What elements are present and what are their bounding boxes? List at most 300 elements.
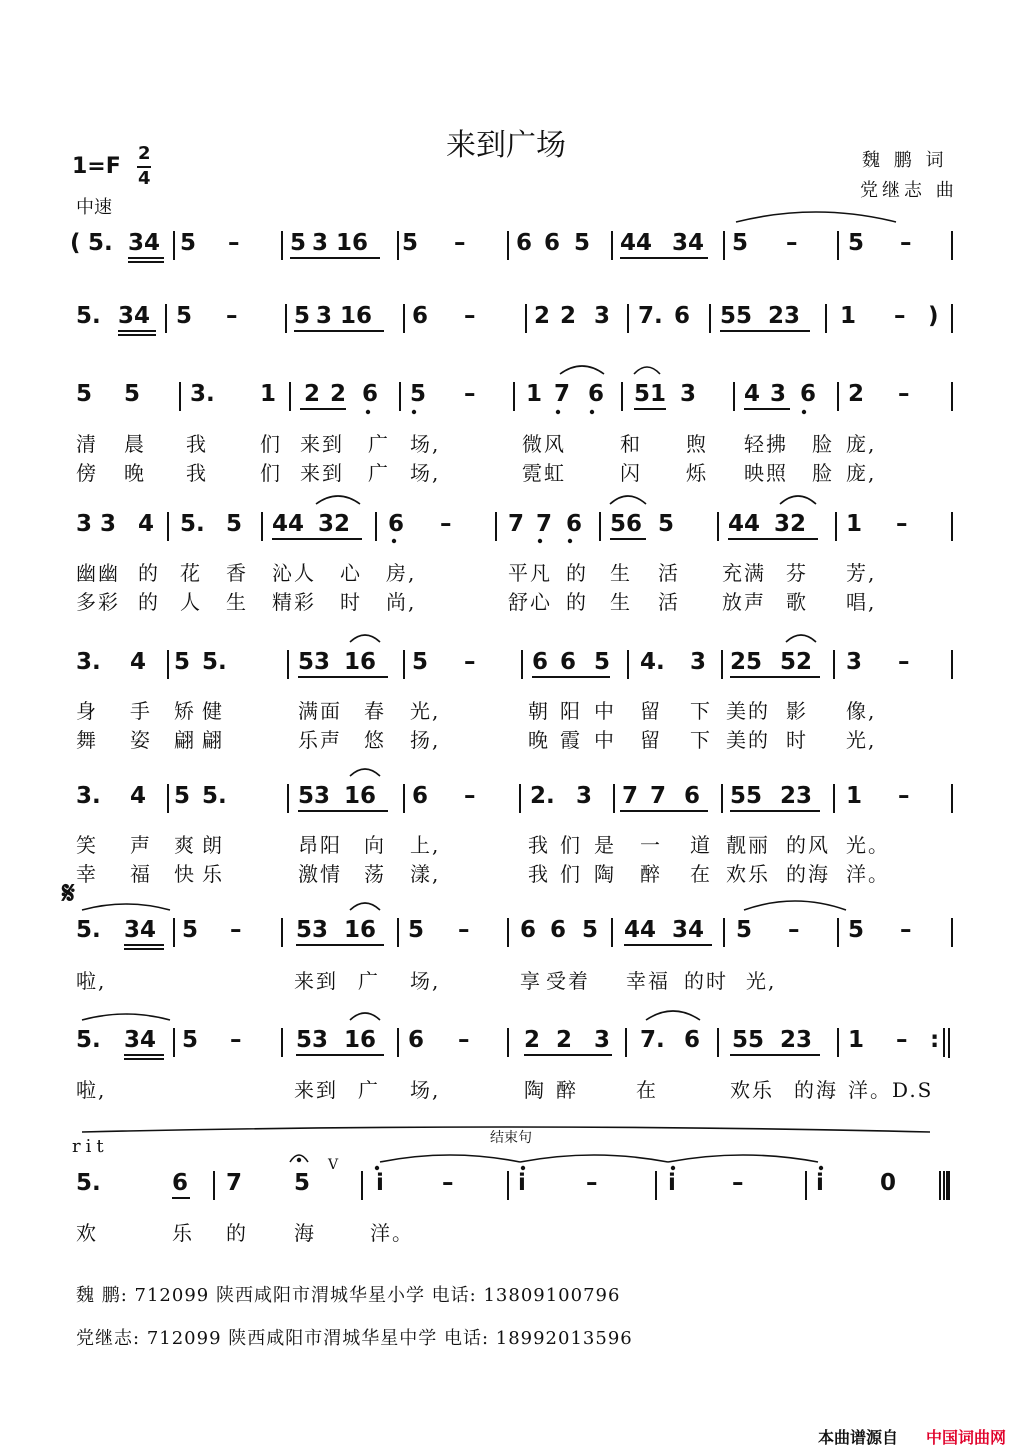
lyric-syllable: 昂阳 [298, 833, 342, 857]
note: 5 [658, 511, 675, 537]
note: 3 [770, 381, 787, 407]
lyric-syllable: 精彩 [272, 590, 316, 614]
note: 16 [336, 230, 369, 256]
lyric-syllable: 乐 [172, 1221, 194, 1245]
lyric-syllable: 们 [260, 432, 282, 456]
lyric-syllable: 们 [260, 461, 282, 485]
note: 3 [312, 230, 329, 256]
footer-site-link[interactable]: 中国词曲网 [926, 1428, 1007, 1447]
note: 23 [780, 1027, 813, 1053]
lyric-syllable: 扬, [410, 728, 441, 752]
note: 51 [634, 381, 667, 407]
segno-sign: 𝄋 [62, 876, 75, 911]
note: 6 [550, 917, 567, 943]
note: 5. [76, 303, 101, 329]
lyric-syllable: 激情 [298, 862, 342, 886]
note: 5 [412, 649, 429, 675]
note: 5 [574, 230, 591, 256]
slur [350, 635, 380, 642]
note: 5. [76, 917, 101, 943]
lyric-syllable: 时 [786, 728, 808, 752]
note: 3. [190, 381, 215, 407]
lyric-syllable: 多彩 [76, 590, 120, 614]
note: ( [70, 230, 81, 256]
lyric-syllable: 醉 [640, 862, 662, 886]
note: – [896, 511, 908, 537]
lyric-syllable: 时 [340, 590, 362, 614]
note: 3 [76, 511, 93, 537]
time-signature-bottom: 4 [138, 168, 151, 189]
lyric-syllable: 翩 [202, 728, 224, 752]
lyric-syllable: 广 [358, 969, 380, 993]
note: 6 [684, 1027, 701, 1053]
contact-name: 魏 鹏: [76, 1285, 128, 1306]
lyric-syllable: 们 [560, 833, 582, 857]
lyric-syllable: 在 [690, 862, 712, 886]
lyric-syllable: 健 [202, 699, 224, 723]
note: 5. [202, 783, 227, 809]
lyric-syllable: 啦, [76, 1078, 107, 1102]
lyric-syllable: 充满 [722, 561, 766, 585]
low-octave-dot [392, 539, 396, 543]
note: 6 [412, 783, 429, 809]
note: 5 [402, 230, 419, 256]
lyric-syllable: 朝 [528, 699, 550, 723]
lyric-syllable: 欢乐 [730, 1078, 774, 1102]
lyric-syllable: 笑 [76, 833, 98, 857]
note: 2 [330, 381, 347, 407]
lyric-syllable: 舒心 [508, 590, 552, 614]
slur [380, 1155, 520, 1162]
note: 6 [412, 303, 429, 329]
note: 5 [124, 381, 141, 407]
lyric-syllable: 幽幽 [76, 561, 120, 585]
note: – [226, 303, 238, 329]
note: 6 [516, 230, 533, 256]
lyric-syllable: 留 [640, 699, 662, 723]
lyric-syllable: 的 [138, 561, 160, 585]
note: 16 [344, 917, 377, 943]
note: 4 [138, 511, 155, 537]
note: – [464, 303, 476, 329]
lyric-syllable: 在 [636, 1078, 658, 1102]
note: 34 [124, 917, 157, 943]
low-octave-dot [556, 410, 560, 414]
lyric-syllable: 平凡 [508, 561, 552, 585]
lyric-syllable: 光, [846, 728, 877, 752]
slur [786, 635, 816, 642]
lyric-syllable: 上, [410, 833, 441, 857]
note: 2 [304, 381, 321, 407]
note: 7. [640, 1027, 665, 1053]
note: 34 [128, 230, 161, 256]
lyric-syllable: 尚, [386, 590, 417, 614]
note: 1 [260, 381, 277, 407]
slur [780, 496, 816, 504]
lyric-syllable: 晚 [528, 728, 550, 752]
contact-name: 党继志: [76, 1328, 141, 1349]
note: 2 [560, 303, 577, 329]
note: 53 [298, 649, 331, 675]
note: 52 [780, 649, 813, 675]
lyric-syllable: 矫 [174, 699, 196, 723]
lyric-syllable: 庞, [846, 461, 877, 485]
note: 3 [576, 783, 593, 809]
note: 6 [588, 381, 605, 407]
lyric-syllable: 洋。 [370, 1221, 414, 1245]
lyric-syllable: 和 [620, 432, 642, 456]
lyric-syllable: 的 [138, 590, 160, 614]
lyric-syllable: 荡 [364, 862, 386, 886]
note: 1 [848, 1027, 865, 1053]
lyric-syllable: 歌 [786, 590, 808, 614]
note: 16 [344, 783, 377, 809]
lyric-syllable: 光, [746, 969, 777, 993]
lyric-syllable: 中 [594, 699, 616, 723]
lyric-syllable: 是 [594, 833, 616, 857]
note: 44 [624, 917, 657, 943]
lyric-syllable: 场, [410, 461, 441, 485]
lyric-syllable: 一 [640, 833, 662, 857]
lyric-syllable: 乐 [202, 862, 224, 886]
lyric-syllable: 留 [640, 728, 662, 752]
lyric-syllable: 漾, [410, 862, 441, 886]
note: 5 [290, 230, 307, 256]
low-octave-dot [366, 410, 370, 414]
note: 2 [534, 303, 551, 329]
note: i [668, 1170, 676, 1196]
lyric-syllable: 满面 [298, 699, 342, 723]
lyric-syllable: 我 [186, 432, 208, 456]
lyric-syllable: 晨 [124, 432, 146, 456]
note: 5 [594, 649, 611, 675]
note: 6 [408, 1027, 425, 1053]
lyric-syllable: 海 [294, 1221, 316, 1245]
lyric-syllable: 爽 [174, 833, 196, 857]
lyric-syllable: 我 [528, 833, 550, 857]
lyric-syllable: 霓虹 [522, 461, 566, 485]
low-octave-dot [568, 539, 572, 543]
note: 44 [620, 230, 653, 256]
note: 7 [226, 1170, 243, 1196]
lyric-syllable: 幸 [76, 862, 98, 886]
lyric-syllable: 朗 [202, 833, 224, 857]
high-octave-dot [819, 1166, 823, 1170]
note: 5 [736, 917, 753, 943]
lyric-syllable: 的风 [786, 833, 830, 857]
low-octave-dot [590, 410, 594, 414]
note: 23 [768, 303, 801, 329]
lyric-syllable: 晚 [124, 461, 146, 485]
note: 56 [610, 511, 643, 537]
note: 2 [524, 1027, 541, 1053]
lyric-syllable: 活 [658, 561, 680, 585]
lyric-syllable: 醉 [556, 1078, 578, 1102]
note: 5. [76, 1170, 101, 1196]
lyric-syllable: 美的 [726, 699, 770, 723]
note: – [230, 1027, 242, 1053]
lyric-syllable: 房, [386, 561, 417, 585]
lyric-syllable: 的海 [786, 862, 830, 886]
note: 16 [340, 303, 373, 329]
lyric-syllable: 靓丽 [726, 833, 770, 857]
note: 53 [296, 917, 329, 943]
note: – [458, 1027, 470, 1053]
lyric-syllable: 美的 [726, 728, 770, 752]
lyric-syllable: 广 [358, 1078, 380, 1102]
note: 5 [182, 1027, 199, 1053]
slur [316, 496, 360, 504]
tie [736, 212, 896, 222]
note: 16 [344, 1027, 377, 1053]
lyric-syllable: 的时 [684, 969, 728, 993]
lyric-syllable: 舞 [76, 728, 98, 752]
note: ) [928, 303, 939, 329]
footer-source-label: 本曲谱源自 [818, 1428, 899, 1447]
lyric-syllable: 洋。 [846, 862, 890, 886]
note: 5 [410, 381, 427, 407]
low-octave-dot [802, 410, 806, 414]
note: i [518, 1170, 526, 1196]
note: – [464, 381, 476, 407]
lyric-syllable: 手 [130, 699, 152, 723]
lyric-syllable: 的海 [794, 1078, 838, 1102]
lyric-syllable: 沁人 [272, 561, 316, 585]
contact-details: 712099 陕西咸阳市渭城华星小学 电话: 13809100796 [134, 1285, 621, 1306]
note: 4 [130, 649, 147, 675]
low-octave-dot [538, 539, 542, 543]
lyric-syllable: 花 [180, 561, 202, 585]
lyric-syllable: 身 [76, 699, 98, 723]
note: – [230, 917, 242, 943]
note: 23 [780, 783, 813, 809]
lyric-syllable: 来到 [294, 969, 338, 993]
slur [350, 769, 380, 776]
note: 6 [520, 917, 537, 943]
note: 44 [728, 511, 761, 537]
lyric-syllable: 们 [560, 862, 582, 886]
lyric-syllable: 来到 [300, 432, 344, 456]
slur [350, 1013, 380, 1020]
note: 5 [182, 917, 199, 943]
note: 34 [672, 230, 705, 256]
slur [610, 496, 646, 504]
breath-mark: V [328, 1157, 339, 1173]
note: 5 [582, 917, 599, 943]
note: 6 [172, 1170, 189, 1196]
rit-marking: rit [72, 1136, 109, 1157]
note: – [458, 917, 470, 943]
lyric-syllable: 像, [846, 699, 877, 723]
lyric-syllable: 轻拂 [744, 432, 788, 456]
note: – [454, 230, 466, 256]
note: 3 [100, 511, 117, 537]
slur [520, 1155, 668, 1162]
lyric-syllable: 庞, [846, 432, 877, 456]
note: 6 [674, 303, 691, 329]
note: 4 [130, 783, 147, 809]
note: 3 [846, 649, 863, 675]
lyric-syllable: 香 [226, 561, 248, 585]
note: – [900, 230, 912, 256]
lyric-syllable: 脸 [812, 432, 834, 456]
lyric-syllable: 享 [520, 969, 542, 993]
note: 7 [554, 381, 571, 407]
lyric-syllable: 放声 [722, 590, 766, 614]
note: 3 [680, 381, 697, 407]
note: 53 [296, 1027, 329, 1053]
high-octave-dot [375, 1166, 379, 1170]
note: : [930, 1027, 940, 1053]
note: 5 [732, 230, 749, 256]
lyric-syllable: 霞 [560, 728, 582, 752]
note: 4 [744, 381, 761, 407]
lyric-syllable: 光, [410, 699, 441, 723]
lyric-syllable: 阳 [560, 699, 582, 723]
note: – [786, 230, 798, 256]
lyric-syllable: 唱, [846, 590, 877, 614]
lyric-syllable: 芳, [846, 561, 877, 585]
slur [634, 367, 660, 374]
lyric-syllable: 生 [610, 590, 632, 614]
lyric-syllable: 欢 [76, 1221, 98, 1245]
note: – [894, 303, 906, 329]
note: 3 [690, 649, 707, 675]
note: 5 [180, 230, 197, 256]
note: – [898, 649, 910, 675]
note: 5 [408, 917, 425, 943]
lyric-syllable: 翩 [174, 728, 196, 752]
lyric-syllable: 幸福 [626, 969, 670, 993]
slur [82, 904, 170, 910]
note: – [896, 1027, 908, 1053]
slur [646, 1011, 700, 1020]
note: 3. [76, 783, 101, 809]
note: – [464, 783, 476, 809]
note: 34 [672, 917, 705, 943]
note: – [900, 917, 912, 943]
note: 5 [848, 230, 865, 256]
note: 6 [388, 511, 405, 537]
note: – [732, 1170, 744, 1196]
lyric-syllable: 的 [226, 1221, 248, 1245]
note: 3 [594, 303, 611, 329]
lyric-syllable: 场, [410, 969, 441, 993]
contact-lyricist [76, 1281, 620, 1307]
note: 53 [298, 783, 331, 809]
composer-credit: 党继志 曲 [860, 180, 958, 201]
note: 3 [594, 1027, 611, 1053]
lyric-syllable: 快 [174, 862, 196, 886]
note: 0 [880, 1170, 897, 1196]
lyric-syllable: 微风 [522, 432, 566, 456]
lyric-syllable: 悠 [364, 728, 386, 752]
lyric-syllable: 声 [130, 833, 152, 857]
lyric-syllable: 向 [364, 833, 386, 857]
note: 2 [848, 381, 865, 407]
note: 5 [226, 511, 243, 537]
note: 32 [318, 511, 351, 537]
contact-composer [76, 1324, 633, 1350]
note: 6 [684, 783, 701, 809]
note: – [898, 381, 910, 407]
lyric-syllable: 心 [340, 561, 362, 585]
lyric-syllable: 清 [76, 432, 98, 456]
lyric-syllable: 人 [180, 590, 202, 614]
note: 7 [536, 511, 553, 537]
lyric-syllable: 我 [528, 862, 550, 886]
note: 3 [316, 303, 333, 329]
lyric-syllable: 的 [566, 561, 588, 585]
note: 6 [362, 381, 379, 407]
note: 44 [272, 511, 305, 537]
note: 7 [650, 783, 667, 809]
time-signature-top: 2 [138, 143, 151, 164]
note: 6 [560, 649, 577, 675]
note: 25 [730, 649, 763, 675]
key-signature: 1=F [72, 154, 121, 179]
note: 34 [118, 303, 151, 329]
lyric-syllable: 姿 [130, 728, 152, 752]
lyric-syllable: 影 [786, 699, 808, 723]
high-octave-dot [521, 1166, 525, 1170]
lyric-syllable: 的 [566, 590, 588, 614]
note: 1 [840, 303, 857, 329]
note: 5 [174, 649, 191, 675]
lyric-syllable: 洋。D.S [848, 1078, 934, 1102]
fermata-dot [297, 1158, 301, 1162]
lyric-syllable: 啦, [76, 969, 107, 993]
lyric-syllable: 场, [410, 1078, 441, 1102]
lyric-syllable: 道 [690, 833, 712, 857]
note: 34 [124, 1027, 157, 1053]
lyric-syllable: 广 [368, 461, 390, 485]
note: 2. [530, 783, 555, 809]
note: 55 [730, 783, 763, 809]
lyric-syllable: 煦 [686, 432, 708, 456]
lyric-syllable: 来到 [294, 1078, 338, 1102]
lyric-syllable: 下 [690, 728, 712, 752]
note: 1 [846, 783, 863, 809]
note: 5 [294, 303, 311, 329]
tempo-marking: 中速 [76, 197, 112, 218]
note: i [816, 1170, 824, 1196]
lyric-syllable: 下 [690, 699, 712, 723]
note: – [228, 230, 240, 256]
note: 55 [732, 1027, 765, 1053]
lyric-syllable: 受着 [546, 969, 590, 993]
contact-details: 712099 陕西咸阳市渭城华星中学 电话: 18992013596 [146, 1328, 633, 1349]
note: 16 [344, 649, 377, 675]
note: 5 [76, 381, 93, 407]
note: – [442, 1170, 454, 1196]
note: 7. [638, 303, 663, 329]
note: 5. [76, 1027, 101, 1053]
note: 7 [508, 511, 525, 537]
lyric-syllable: 映照 [744, 461, 788, 485]
note: 5 [174, 783, 191, 809]
slur [82, 1014, 170, 1020]
note: i [376, 1170, 384, 1196]
note: – [898, 783, 910, 809]
note: 55 [720, 303, 753, 329]
note: 6 [544, 230, 561, 256]
slur [350, 903, 380, 910]
note: – [586, 1170, 598, 1196]
lyric-syllable: 脸 [812, 461, 834, 485]
note: 6 [800, 381, 817, 407]
lyric-syllable: 芬 [786, 561, 808, 585]
